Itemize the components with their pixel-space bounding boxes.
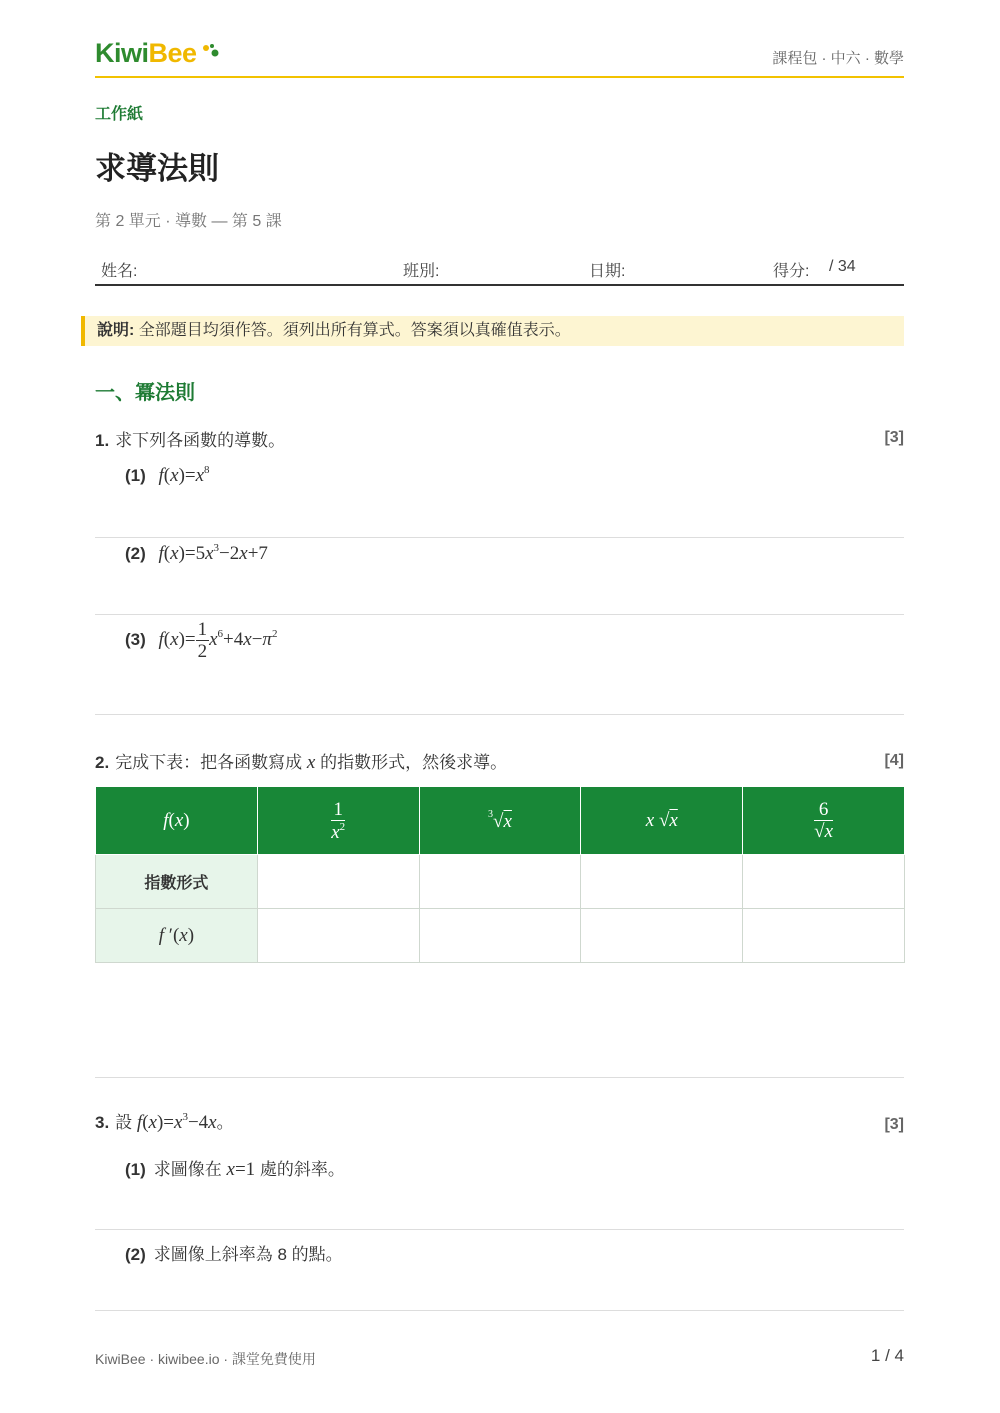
question-1	[95, 426, 285, 451]
course-breadcrumb: 課程包 · 中六 · 數學	[772, 50, 904, 67]
answer-cell[interactable]	[257, 855, 419, 909]
class-field-label[interactable]: 班別:	[403, 263, 440, 280]
answer-line[interactable]	[95, 614, 904, 615]
date-field-label[interactable]: 日期:	[589, 263, 626, 280]
math-expression: $f(x)=5x^3-2x+7$	[158, 542, 268, 564]
answer-cell[interactable]	[581, 909, 743, 963]
question-1-part-2	[125, 542, 268, 565]
section-title-power-rule: 一、冪法則	[95, 382, 195, 404]
table-header-fx: f(x)	[96, 787, 258, 855]
question-3-marks: [3]	[884, 1116, 904, 1133]
doc-type-label: 工作紙	[95, 106, 144, 123]
table-header-x-root-x: x √x	[581, 787, 743, 855]
part-text: 求圖像上斜率為 8 的點。	[153, 1245, 343, 1264]
answer-cell[interactable]	[419, 909, 581, 963]
instructions-box	[81, 316, 904, 346]
answer-cell[interactable]	[581, 855, 743, 909]
answer-line[interactable]	[95, 714, 904, 715]
brand-logo	[95, 38, 197, 68]
score-field-label[interactable]: 得分:	[773, 263, 810, 280]
table-header-cube-root-x: $^3$√x	[419, 787, 581, 855]
question-3-part-1	[125, 1155, 345, 1181]
part-number: (3)	[125, 629, 146, 649]
table-header-1-over-x2: $\frac{1}{x^2}$	[257, 787, 419, 855]
instructions-label: 說明:	[97, 322, 135, 339]
table-row	[96, 909, 905, 963]
question-2	[95, 748, 507, 774]
logo-kiwi: Kiwi	[95, 38, 149, 68]
math-expression: x=1	[226, 1159, 256, 1180]
student-info-row	[95, 248, 904, 286]
instructions-text: 全部題目均須作答。須列出所有算式。答案須以真確值表示。	[134, 322, 571, 339]
page-number: 1 / 4	[870, 1346, 904, 1365]
page-title: 求導法則	[95, 151, 219, 186]
part-number: (2)	[125, 1245, 146, 1264]
answer-line[interactable]	[95, 537, 904, 538]
question-text: 完成下表：把各函數寫成	[115, 753, 303, 772]
logo-bee: Bee	[148, 38, 197, 68]
math-expression: $f(x)=x^8$	[158, 464, 210, 486]
table-row	[96, 855, 905, 909]
question-number: 3.	[95, 1113, 110, 1132]
math-expression: $f(x)=x^3-4x$	[136, 1111, 217, 1133]
part-number: (2)	[125, 544, 146, 563]
part-text: 處的斜率。	[259, 1160, 345, 1179]
row-header-index-form: 指數形式	[96, 855, 258, 909]
footer-credit: KiwiBee · kiwibee.io · 課堂免費使用	[95, 1351, 316, 1367]
exponent-table	[95, 786, 905, 963]
question-text: 求下列各函數的導數。	[115, 431, 286, 450]
question-number: 2.	[95, 753, 110, 772]
question-text: 的指數形式，然後求導。	[320, 753, 508, 772]
answer-line[interactable]	[95, 1229, 904, 1230]
question-3: 3. 設 $f(x)=x^3-4x$。	[95, 1111, 234, 1133]
question-text: 設	[115, 1113, 133, 1132]
page-header	[95, 38, 904, 78]
question-2-marks: [4]	[884, 752, 904, 769]
score-total: / 34	[829, 258, 856, 275]
question-number: 1.	[95, 431, 110, 450]
part-number: (1)	[125, 1160, 146, 1179]
row-header-derivative: f ′(x)	[96, 909, 258, 963]
answer-cell[interactable]	[419, 855, 581, 909]
math-expression: f(x)= $\frac{1}{2}$ $x^6+4x-\pi^2$	[158, 619, 278, 662]
worksheet-page	[95, 0, 904, 1413]
part-text: 求圖像在	[153, 1160, 222, 1179]
answer-line[interactable]	[95, 1310, 904, 1311]
bee-dots-icon	[201, 42, 221, 62]
answer-cell[interactable]	[743, 909, 905, 963]
question-3-part-2	[125, 1240, 343, 1265]
name-field-label[interactable]: 姓名:	[101, 263, 138, 280]
table-header-6-over-root-x: $\frac{6}{√x}$	[743, 787, 905, 855]
variable-x: x	[306, 752, 316, 773]
answer-cell[interactable]	[743, 855, 905, 909]
answer-line[interactable]	[95, 1077, 904, 1078]
part-number: (1)	[125, 466, 146, 485]
page-subtitle: 第 2 單元 · 導數 — 第 5 課	[95, 213, 282, 230]
question-1-part-3	[125, 620, 277, 661]
answer-cell[interactable]	[257, 909, 419, 963]
question-1-marks: [3]	[884, 429, 904, 446]
question-1-part-1	[125, 464, 210, 487]
